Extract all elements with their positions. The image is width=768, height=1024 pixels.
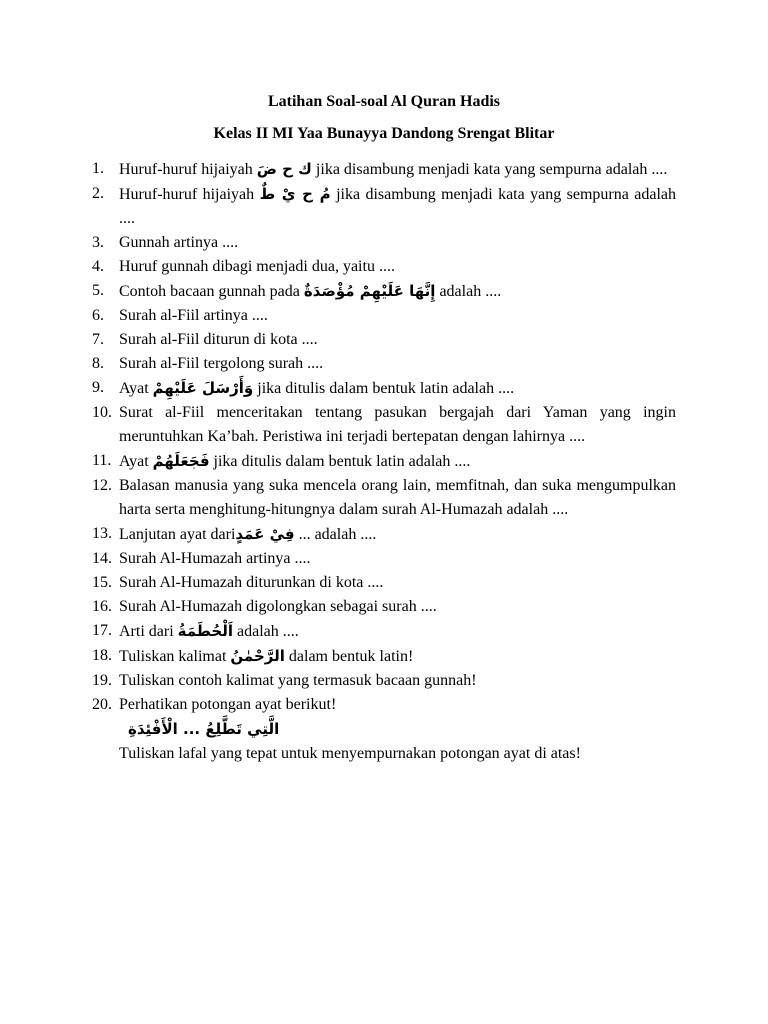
question-item bbox=[92, 401, 676, 449]
document-subtitle: Kelas II MI Yaa Bunayya Dandong Srengat Blitar bbox=[213, 125, 555, 142]
final-instruction: Tuliskan lafal yang tepat untuk menyempurnakan potongan ayat di atas! bbox=[119, 745, 581, 762]
document-title: Latihan Soal-soal Al Quran Hadis bbox=[267, 93, 501, 110]
question-text: Surah al-Fiil diturun di kota .... bbox=[119, 331, 318, 348]
arabic-phrase: فَجَعَلَهُمْ bbox=[152, 452, 210, 470]
question-number: 15. bbox=[92, 574, 112, 591]
question-number: 4. bbox=[92, 258, 104, 275]
arabic-letters: مُ ح يْ طٌ bbox=[259, 185, 331, 203]
question-text: Surah Al-Humazah diturunkan di kota .... bbox=[119, 574, 384, 591]
question-text: Surah al-Fiil artinya .... bbox=[119, 307, 268, 324]
question-number: 18. bbox=[92, 647, 112, 664]
question-text: Tuliskan contoh kalimat yang termasuk bacaan gunnah! bbox=[119, 672, 477, 689]
question-text: Surat al-Fiil menceritakan tentang pasukan bergajah dari Yaman yang ingin meruntuhkan Ka’bah. Peristiwa ini terjadi bertepatan dengan lahirnya .... bbox=[119, 404, 676, 445]
question-text: Surah Al-Humazah digolongkan sebagai surah .... bbox=[119, 598, 437, 615]
arabic-phrase: إِنَّهَا عَلَيْهِمْ مُؤْصَدَةٌ bbox=[303, 282, 436, 300]
question-item bbox=[92, 376, 676, 401]
arabic-phrase: وَأَرْسَلَ عَلَيْهِمْ bbox=[152, 379, 254, 397]
question-number: 6. bbox=[92, 307, 104, 324]
question-text: Balasan manusia yang suka mencela orang lain, memfitnah, dan suka mengumpulkan harta serta menghitung-hitungnya dalam surah Al-Humazah adalah .... bbox=[119, 477, 676, 518]
question-text-cont: ... adalah .... bbox=[298, 526, 377, 543]
question-item bbox=[92, 231, 676, 255]
question-item bbox=[92, 619, 676, 644]
question-text: Surah Al-Humazah artinya .... bbox=[119, 550, 311, 567]
question-text: Perhatikan potongan ayat berikut! bbox=[119, 696, 337, 713]
question-number: 9. bbox=[92, 379, 104, 396]
question-text: Huruf gunnah dibagi menjadi dua, yaitu .... bbox=[119, 258, 395, 275]
question-text-cont: jika disambung menjadi kata yang sempurna adalah .... bbox=[315, 161, 668, 178]
question-list bbox=[92, 157, 676, 717]
question-item bbox=[92, 669, 676, 693]
question-text-cont: jika disambung menjadi kata yang sempurna adalah .... bbox=[119, 186, 677, 227]
question-text: Huruf-huruf hijaiyah bbox=[119, 161, 253, 178]
arabic-phrase: فِيْ عَمَدٍ bbox=[235, 525, 295, 543]
question-text-cont: dalam bentuk latin! bbox=[288, 648, 414, 665]
question-text: Surah al-Fiil tergolong surah .... bbox=[119, 355, 324, 372]
question-item bbox=[92, 571, 676, 595]
question-text: Ayat bbox=[119, 380, 149, 397]
question-item bbox=[92, 157, 676, 182]
question-number: 19. bbox=[92, 672, 112, 689]
question-item bbox=[92, 352, 676, 376]
question-item bbox=[92, 255, 676, 279]
question-text: Gunnah artinya .... bbox=[119, 234, 239, 251]
question-number: 20. bbox=[92, 696, 112, 713]
question-text-cont: adalah .... bbox=[439, 283, 502, 300]
arabic-phrase: اَلْحُطَمَةُ bbox=[177, 622, 234, 640]
question-item bbox=[92, 693, 676, 717]
question-item bbox=[92, 644, 676, 669]
question-number: 7. bbox=[92, 331, 104, 348]
arabic-phrase: الرَّحْمٰنُ bbox=[230, 647, 285, 665]
question-item bbox=[92, 328, 676, 352]
verse-fragment: الَّتِي تَطَّلِعُ ... الْأَفْئِدَةِ bbox=[128, 720, 280, 738]
question-number: 3. bbox=[92, 234, 104, 251]
question-item bbox=[92, 182, 676, 231]
question-item bbox=[92, 522, 676, 547]
question-item bbox=[92, 547, 676, 571]
question-text: Tuliskan kalimat bbox=[119, 648, 227, 665]
arabic-letters: ك ح ضَ bbox=[256, 160, 312, 178]
question-text: Arti dari bbox=[119, 623, 174, 640]
question-number: 13. bbox=[92, 525, 112, 542]
question-text-cont: jika ditulis dalam bentuk latin adalah .... bbox=[257, 380, 515, 397]
question-text-cont: jika ditulis dalam bentuk latin adalah .... bbox=[213, 453, 471, 470]
question-item bbox=[92, 279, 676, 304]
question-text: Lanjutan ayat dari bbox=[119, 526, 236, 543]
question-text: Huruf-huruf hijaiyah bbox=[119, 186, 255, 203]
question-number: 14. bbox=[92, 550, 112, 567]
question-number: 16. bbox=[92, 598, 112, 615]
question-number: 17. bbox=[92, 622, 112, 639]
question-number: 2. bbox=[92, 185, 104, 202]
question-number: 8. bbox=[92, 355, 104, 372]
question-text: Ayat bbox=[119, 453, 149, 470]
question-number: 5. bbox=[92, 282, 104, 299]
question-number: 12. bbox=[92, 477, 112, 494]
question-number: 1. bbox=[92, 160, 104, 177]
question-item bbox=[92, 474, 676, 522]
question-text-cont: adalah .... bbox=[237, 623, 299, 640]
verse-fragment-line bbox=[92, 717, 676, 742]
question-item bbox=[92, 449, 676, 474]
question-number: 10. bbox=[92, 404, 112, 421]
question-number: 11. bbox=[92, 452, 112, 469]
question-item bbox=[92, 304, 676, 328]
question-item bbox=[92, 595, 676, 619]
question-text: Contoh bacaan gunnah pada bbox=[119, 283, 300, 300]
